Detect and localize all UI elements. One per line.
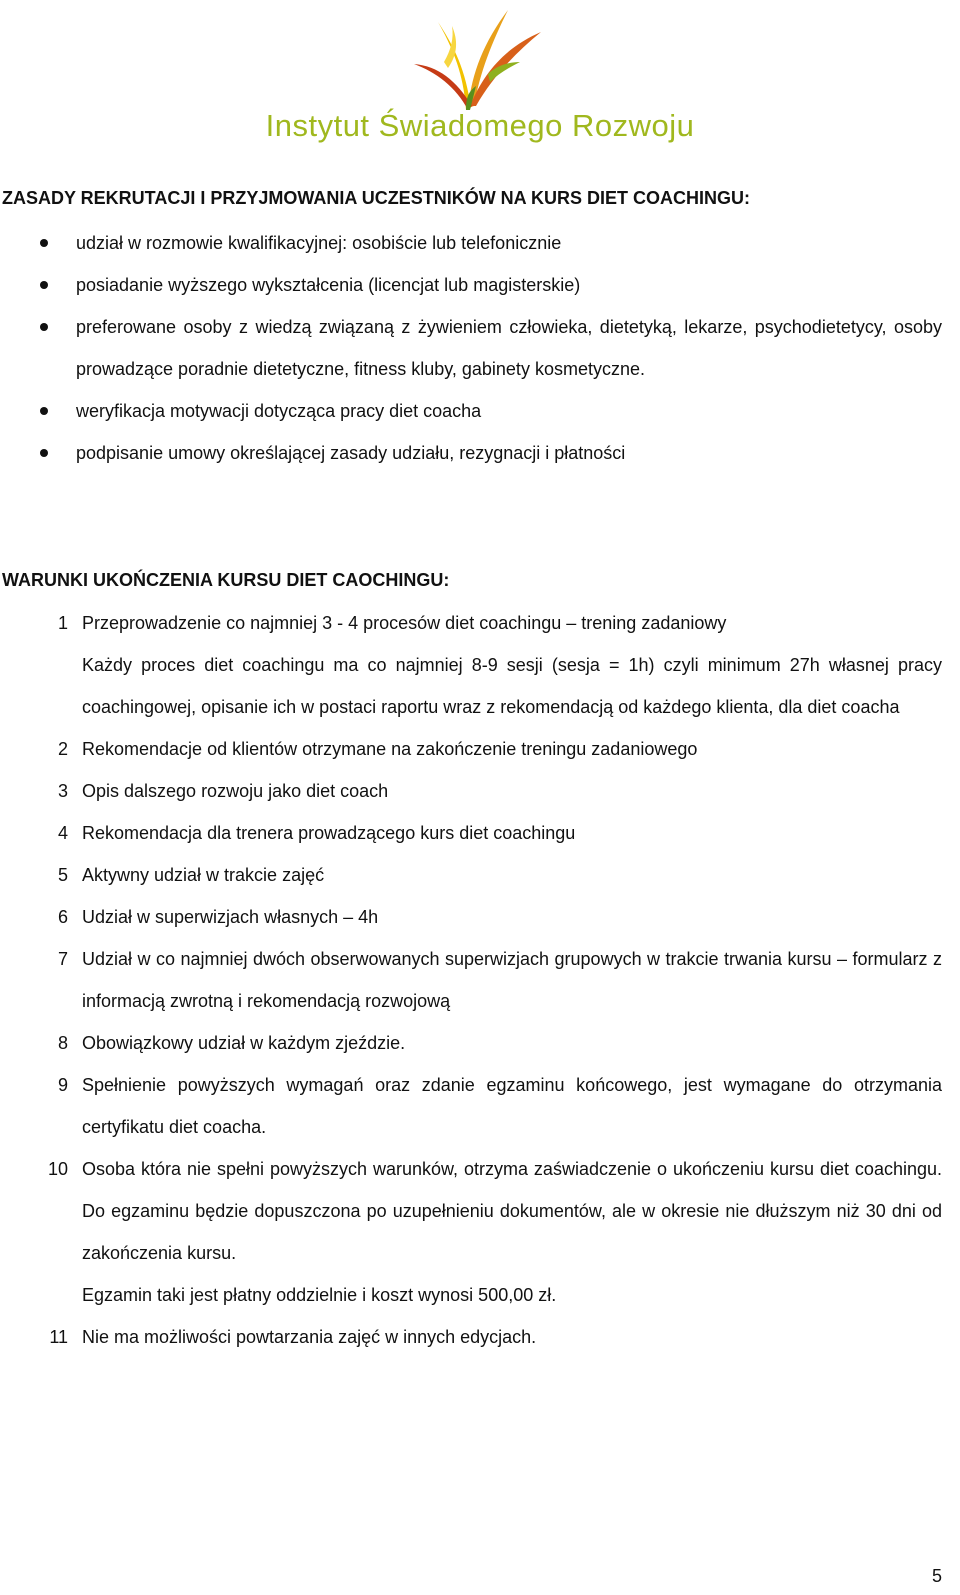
list-item-detail: Egzamin taki jest płatny oddzielnie i koszt wynosi 500,00 zł. — [82, 1285, 557, 1305]
list-item-text: Obowiązkowy udział w każdym zjeździe. — [82, 1033, 406, 1053]
list-item — [0, 602, 942, 728]
bullet-icon — [40, 281, 48, 289]
bullet-icon — [40, 239, 48, 247]
item-number: 4 — [57, 823, 68, 843]
bullet-icon — [40, 449, 48, 457]
list-item-text: weryfikacja motywacji dotycząca pracy diet coacha — [76, 401, 482, 421]
item-number: 7 — [57, 949, 68, 969]
list-item — [0, 306, 942, 390]
list-item-text: Udział w superwizjach własnych – 4h — [82, 907, 379, 927]
list-item-detail: Każdy proces diet coachingu ma co najmniej 8-9 sesji (sesja = 1h) czyli minimum 27h własnej pracy coachingowej, opisanie ich w postaci raportu wraz z rekomendacją od każdego klienta, dla diet coacha — [82, 655, 942, 717]
recruitment-rules-heading: ZASADY REKRUTACJI I PRZYJMOWANIA UCZESTNIKÓW NA KURS DIET COACHINGU: — [2, 188, 751, 208]
bullet-icon — [40, 407, 48, 415]
recruitment-rules-list — [0, 222, 960, 474]
list-item-text: Rekomendacja dla trenera prowadzącego kurs diet coachingu — [82, 823, 576, 843]
list-item — [0, 728, 942, 770]
item-number: 9 — [57, 1075, 68, 1095]
list-item — [0, 770, 942, 812]
item-number: 1 — [57, 613, 68, 633]
bird-of-paradise-flower-icon — [396, 2, 546, 112]
list-item — [0, 812, 942, 854]
list-item — [0, 1316, 942, 1358]
list-item — [0, 1022, 942, 1064]
list-item-text: Przeprowadzenie co najmniej 3 - 4 procesów diet coachingu – trening zadaniowy — [82, 613, 727, 633]
institute-logo — [236, 0, 726, 150]
list-item-text: Osoba która nie spełni powyższych warunków, otrzyma zaświadczenie o ukończeniu kursu diet coachingu. Do egzaminu będzie dopuszczona po uzupełnieniu dokumentów, ale w okresie nie dłuższym niż 30 dni od zakończenia kursu. — [82, 1159, 942, 1263]
list-item-text: Opis dalszego rozwoju jako diet coach — [82, 781, 389, 801]
list-item-text: Aktywny udział w trakcie zajęć — [82, 865, 325, 885]
completion-conditions-heading: WARUNKI UKOŃCZENIA KURSU DIET CAOCHINGU: — [2, 570, 450, 590]
list-item — [0, 390, 942, 432]
item-number: 6 — [57, 907, 68, 927]
item-number: 8 — [57, 1033, 68, 1053]
item-number: 2 — [57, 739, 68, 759]
list-item — [0, 1148, 942, 1316]
list-item-text: Nie ma możliwości powtarzania zajęć w innych edycjach. — [82, 1327, 537, 1347]
list-item-text: Rekomendacje od klientów otrzymane na zakończenie treningu zadaniowego — [82, 739, 698, 759]
page-number: 5 — [931, 1566, 942, 1586]
list-item-text: Spełnienie powyższych wymagań oraz zdanie egzaminu końcowego, jest wymagane do otrzymania certyfikatu diet coacha. — [82, 1075, 942, 1137]
item-number: 10 — [47, 1159, 68, 1179]
item-number: 3 — [57, 781, 68, 801]
bullet-icon — [40, 323, 48, 331]
logo-wordmark: Instytut Świadomego Rozwoju — [265, 108, 695, 143]
list-item — [0, 938, 942, 1022]
completion-conditions-list — [0, 602, 960, 1358]
list-item — [0, 222, 942, 264]
list-item-text: podpisanie umowy określającej zasady udziału, rezygnacji i płatności — [76, 443, 626, 463]
item-number: 11 — [49, 1327, 68, 1347]
list-item — [0, 432, 942, 474]
list-item-text: udział w rozmowie kwalifikacyjnej: osobiście lub telefonicznie — [76, 233, 562, 253]
list-item — [0, 264, 942, 306]
list-item — [0, 854, 942, 896]
list-item-text: preferowane osoby z wiedzą związaną z żywieniem człowieka, dietetyką, lekarze, psychodietetycy, osoby prowadzące poradnie dietetyczne, fitness kluby, gabinety kosmetyczne. — [76, 317, 942, 379]
list-item — [0, 1064, 942, 1148]
list-item-text: Udział w co najmniej dwóch obserwowanych superwizjach grupowych w trakcie trwania kursu – formularz z informacją zwrotną i rekomendacją rozwojową — [82, 949, 942, 1011]
item-number: 5 — [57, 865, 68, 885]
list-item — [0, 896, 942, 938]
list-item-text: posiadanie wyższego wykształcenia (licencjat lub magisterskie) — [76, 275, 581, 295]
